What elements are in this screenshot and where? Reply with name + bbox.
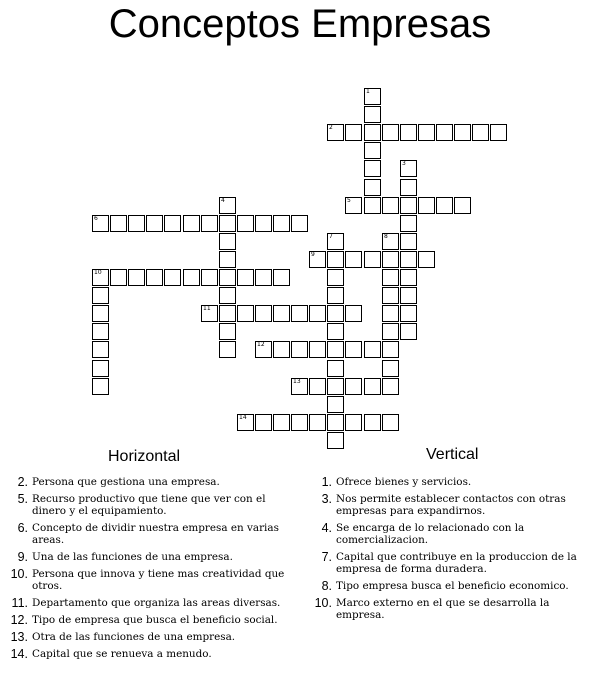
crossword-cell[interactable]	[382, 233, 399, 250]
crossword-cell[interactable]	[345, 124, 362, 141]
crossword-cell[interactable]	[309, 251, 326, 268]
crossword-cell[interactable]	[92, 341, 109, 358]
crossword-cell[interactable]	[400, 233, 417, 250]
clue-text: Persona que innova y tiene mas creatividad que otros.	[32, 568, 285, 592]
crossword-cell[interactable]	[237, 414, 254, 431]
clue-number: 13	[293, 378, 301, 385]
clue-text: Una de las funciones de una empresa.	[32, 551, 233, 563]
crossword-cell[interactable]	[219, 323, 236, 340]
clue-number: 14	[239, 414, 247, 421]
crossword-cell[interactable]	[327, 251, 344, 268]
crossword-cell[interactable]	[309, 378, 326, 395]
clue-number: 7	[329, 233, 333, 240]
crossword-cell[interactable]	[382, 378, 399, 395]
crossword-cell[interactable]	[255, 215, 272, 232]
crossword-cell[interactable]	[327, 305, 344, 322]
crossword-cell[interactable]	[110, 215, 127, 232]
crossword-cell[interactable]	[382, 197, 399, 214]
clue-number: 8.	[321, 579, 332, 593]
crossword-cell[interactable]	[364, 251, 381, 268]
crossword-cell[interactable]	[454, 197, 471, 214]
crossword-cell[interactable]	[273, 341, 290, 358]
clue-text: Nos permite establecer contactos con otras empresas para expandirnos.	[336, 493, 566, 517]
clue-item	[2, 493, 300, 517]
crossword-cell[interactable]	[327, 124, 344, 141]
crossword-cell[interactable]	[219, 305, 236, 322]
crossword-cell[interactable]	[400, 269, 417, 286]
crossword-cell[interactable]	[255, 414, 272, 431]
crossword-cell[interactable]	[382, 414, 399, 431]
crossword-cell[interactable]	[364, 197, 381, 214]
crossword-cell[interactable]	[146, 215, 163, 232]
crossword-cell[interactable]	[309, 305, 326, 322]
clue-number: 9.	[17, 550, 28, 564]
crossword-cell[interactable]	[364, 124, 381, 141]
clue-number: 12.	[10, 613, 28, 627]
crossword-cell[interactable]	[382, 341, 399, 358]
clue-item	[2, 476, 300, 488]
crossword-cell[interactable]	[291, 378, 308, 395]
crossword-cell[interactable]	[255, 341, 272, 358]
vertical-clue-list	[306, 476, 596, 626]
crossword-cell[interactable]	[364, 106, 381, 123]
crossword-cell[interactable]	[382, 269, 399, 286]
crossword-cell[interactable]	[345, 378, 362, 395]
page-title: Conceptos Empresas	[108, 2, 492, 46]
clue-number: 2.	[17, 475, 28, 489]
crossword-cell[interactable]	[219, 251, 236, 268]
crossword-cell[interactable]	[327, 432, 344, 449]
crossword-cell[interactable]	[255, 305, 272, 322]
crossword-cell[interactable]	[183, 215, 200, 232]
crossword-cell[interactable]	[364, 378, 381, 395]
clue-number: 9	[311, 251, 315, 258]
clue-text: Concepto de dividir nuestra empresa en varias areas.	[32, 522, 279, 546]
crossword-cell[interactable]	[291, 414, 308, 431]
crossword-cell[interactable]	[382, 251, 399, 268]
crossword-cell[interactable]	[219, 215, 236, 232]
crossword-cell[interactable]	[219, 197, 236, 214]
clue-item	[2, 522, 300, 546]
clue-number: 2	[329, 124, 333, 131]
crossword-cell[interactable]	[418, 197, 435, 214]
clue-item	[306, 580, 596, 592]
clue-number: 3.	[321, 492, 332, 506]
clue-number: 10.	[10, 567, 28, 581]
clue-text: Marco externo en el que se desarrolla la empresa.	[336, 597, 550, 621]
crossword-cell[interactable]	[327, 414, 344, 431]
crossword-cell[interactable]	[400, 251, 417, 268]
clue-number: 14.	[10, 647, 28, 661]
clue-item	[2, 648, 300, 660]
crossword-cell[interactable]	[146, 269, 163, 286]
clue-number: 3	[402, 160, 406, 167]
clue-number: 4	[221, 197, 225, 204]
crossword-cell[interactable]	[201, 305, 218, 322]
crossword-cell[interactable]	[382, 323, 399, 340]
crossword-cell[interactable]	[110, 269, 127, 286]
crossword-cell[interactable]	[92, 378, 109, 395]
clue-text: Capital que se renueva a menudo.	[32, 648, 212, 660]
crossword-cell[interactable]	[345, 251, 362, 268]
crossword-cell[interactable]	[273, 414, 290, 431]
crossword-cell[interactable]	[382, 360, 399, 377]
clue-number: 4.	[321, 521, 332, 535]
crossword-cell[interactable]	[418, 251, 435, 268]
crossword-cell[interactable]	[382, 305, 399, 322]
crossword-cell[interactable]	[400, 179, 417, 196]
crossword-cell[interactable]	[273, 305, 290, 322]
clue-number: 8	[384, 233, 388, 240]
crossword-cell[interactable]	[345, 414, 362, 431]
clue-number: 5.	[17, 492, 28, 506]
crossword-cell[interactable]	[400, 197, 417, 214]
clue-number: 7.	[321, 550, 332, 564]
clue-text: Persona que gestiona una empresa.	[32, 476, 220, 488]
clue-item	[2, 631, 300, 643]
clue-text: Tipo empresa busca el beneficio economico.	[336, 580, 569, 592]
clue-text: Tipo de empresa que busca el beneficio social.	[32, 614, 278, 626]
clue-number: 6.	[17, 521, 28, 535]
crossword-cell[interactable]	[92, 305, 109, 322]
crossword-cell[interactable]	[201, 269, 218, 286]
clue-item	[306, 597, 596, 621]
crossword-cell[interactable]	[327, 396, 344, 413]
crossword-cell[interactable]	[364, 341, 381, 358]
crossword-cell[interactable]	[128, 269, 145, 286]
crossword-cell[interactable]	[364, 142, 381, 159]
clue-number: 1.	[321, 475, 332, 489]
crossword-cell[interactable]	[400, 287, 417, 304]
clue-number: 11.	[11, 596, 28, 610]
crossword-cell[interactable]	[183, 269, 200, 286]
crossword-cell[interactable]	[400, 323, 417, 340]
clue-item	[2, 614, 300, 626]
crossword-cell[interactable]	[327, 341, 344, 358]
crossword-cell[interactable]	[291, 305, 308, 322]
horizontal-heading: Horizontal	[108, 448, 181, 465]
clue-number: 11	[203, 305, 211, 312]
clue-item	[306, 551, 596, 575]
crossword-cell[interactable]	[219, 233, 236, 250]
horizontal-clue-list	[2, 476, 300, 665]
clue-number: 10	[94, 269, 102, 276]
crossword-cell[interactable]	[273, 215, 290, 232]
crossword-cell[interactable]	[454, 124, 471, 141]
clue-number: 10.	[314, 596, 332, 610]
crossword-cell[interactable]	[418, 124, 435, 141]
crossword-cell[interactable]	[219, 287, 236, 304]
clue-text: Ofrece bienes y servicios.	[336, 476, 472, 488]
crossword-cell[interactable]	[92, 215, 109, 232]
clue-number: 5	[347, 197, 351, 204]
crossword-cell[interactable]	[92, 269, 109, 286]
crossword-cell[interactable]	[309, 414, 326, 431]
clue-item	[306, 522, 596, 546]
crossword-cell[interactable]	[327, 233, 344, 250]
crossword-cell[interactable]	[364, 179, 381, 196]
clue-number: 6	[94, 215, 98, 222]
clue-text: Departamento que organiza las areas diversas.	[32, 597, 281, 609]
clue-text: Otra de las funciones de una empresa.	[32, 631, 236, 643]
clue-number: 1	[366, 88, 370, 95]
crossword-cell[interactable]	[255, 269, 272, 286]
crossword-cell[interactable]	[327, 287, 344, 304]
crossword-cell[interactable]	[219, 269, 236, 286]
crossword-cell[interactable]	[364, 414, 381, 431]
crossword-cell[interactable]	[327, 360, 344, 377]
crossword-cell[interactable]	[382, 287, 399, 304]
crossword-cell[interactable]	[327, 269, 344, 286]
clue-item	[2, 551, 300, 563]
crossword-cell[interactable]	[364, 88, 381, 105]
crossword-cell[interactable]	[364, 160, 381, 177]
crossword-cell[interactable]	[490, 124, 507, 141]
crossword-cell[interactable]	[400, 124, 417, 141]
crossword-cell[interactable]	[291, 215, 308, 232]
crossword-cell[interactable]	[237, 269, 254, 286]
crossword-cell[interactable]	[345, 197, 362, 214]
crossword-cell[interactable]	[273, 269, 290, 286]
clue-number: 13.	[10, 630, 28, 644]
crossword-cell[interactable]	[400, 160, 417, 177]
crossword-cell[interactable]	[92, 287, 109, 304]
crossword-cell[interactable]	[92, 323, 109, 340]
clue-item	[306, 476, 596, 488]
crossword-cell[interactable]	[164, 269, 181, 286]
crossword-cell[interactable]	[128, 215, 145, 232]
clue-item	[2, 597, 300, 609]
crossword-cell[interactable]	[345, 341, 362, 358]
clue-number: 12	[257, 341, 265, 348]
clue-text: Capital que contribuye en la produccion de la empresa de forma duradera.	[336, 551, 577, 575]
crossword-cell[interactable]	[436, 197, 453, 214]
crossword-cell[interactable]	[237, 305, 254, 322]
crossword-cell[interactable]	[237, 215, 254, 232]
clue-item	[306, 493, 596, 517]
crossword-cell[interactable]	[201, 215, 218, 232]
crossword-cell[interactable]	[472, 124, 489, 141]
crossword-cell[interactable]	[309, 341, 326, 358]
clue-text: Se encarga de lo relacionado con la comercializacion.	[336, 522, 525, 546]
crossword-cell[interactable]	[327, 378, 344, 395]
crossword-cell[interactable]	[327, 323, 344, 340]
crossword-cell[interactable]	[400, 305, 417, 322]
crossword-cell[interactable]	[219, 341, 236, 358]
crossword-cell[interactable]	[400, 215, 417, 232]
crossword-cell[interactable]	[382, 124, 399, 141]
crossword-cell[interactable]	[436, 124, 453, 141]
crossword-cell[interactable]	[164, 215, 181, 232]
vertical-heading: Vertical	[426, 446, 479, 463]
crossword-cell[interactable]	[92, 360, 109, 377]
crossword-cell[interactable]	[291, 341, 308, 358]
crossword-cell[interactable]	[345, 305, 362, 322]
clue-item	[2, 568, 300, 592]
clue-text: Recurso productivo que tiene que ver con el dinero y el equipamiento.	[32, 493, 266, 517]
